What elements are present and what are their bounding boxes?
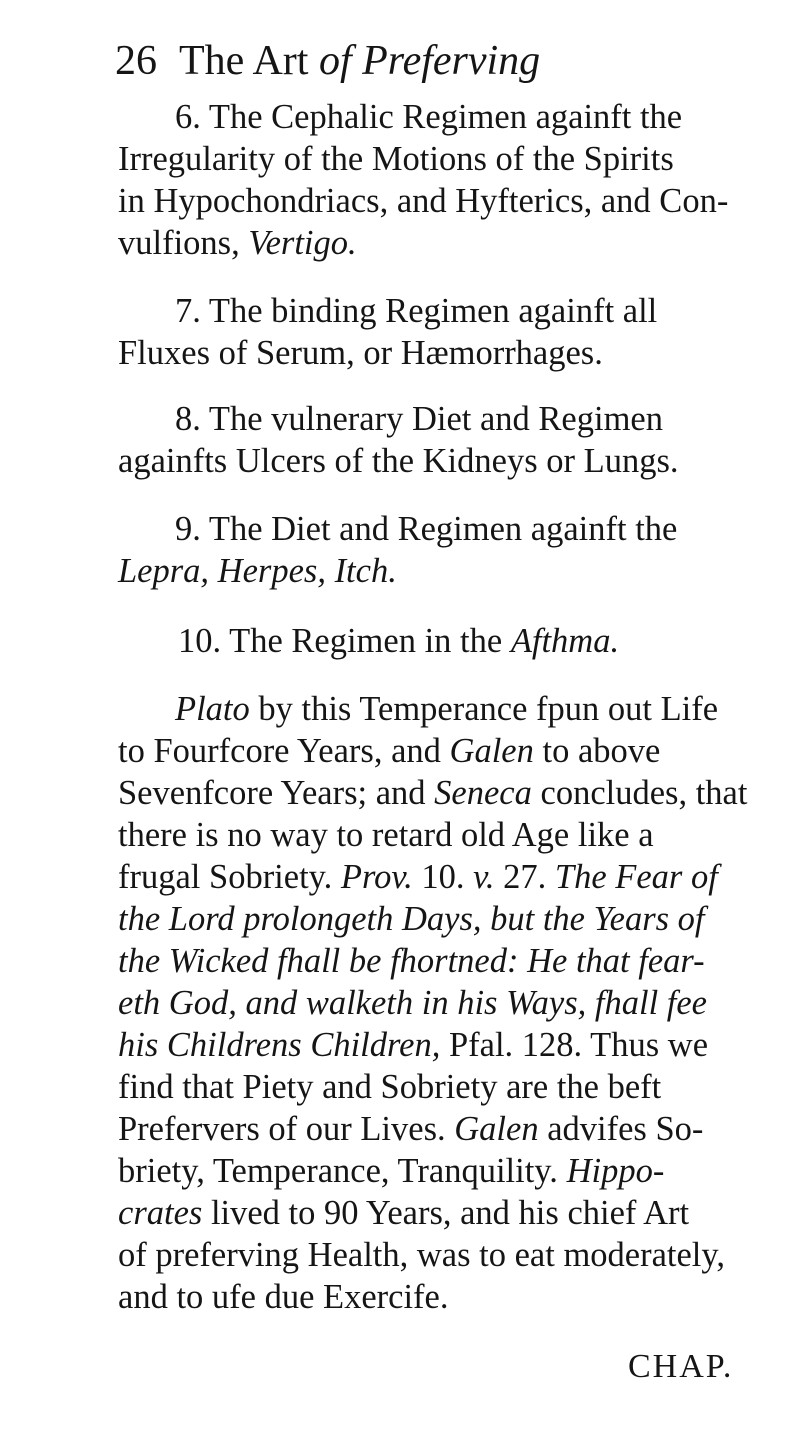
item-8-line-2: againfts Ulcers of the Kidneys or Lungs. — [118, 442, 679, 480]
paragraph-line-7: the Wicked fhall be fhortned: He that fear- — [118, 942, 705, 980]
running-header — [115, 36, 540, 86]
paragraph-line-1: Plato by this Temperance fpun out Life — [175, 690, 719, 728]
paragraph-line-10: find that Piety and Sobriety are the beft — [118, 1068, 662, 1106]
paragraph-line-5: frugal Sobriety. Prov. 10. v. 27. The Fear of — [118, 858, 718, 896]
item-9-line-2: Lepra, Herpes, Itch. — [118, 552, 397, 590]
item-6-line-2: Irregularity of the Motions of the Spirits — [118, 140, 674, 178]
paragraph-line-12: briety, Temperance, Tranquility. Hippo- — [118, 1152, 665, 1190]
paragraph-line-3: Sevenfcore Years; and Seneca concludes, that — [118, 774, 748, 812]
item-7-line-1: 7. The binding Regimen againft all — [175, 292, 658, 330]
paragraph-line-8: eth God, and walketh in his Ways, fhall fee — [118, 984, 707, 1022]
paragraph-line-14: of preferving Health, was to eat moderately, — [118, 1236, 726, 1274]
item-7-line-2: Fluxes of Serum, or Hæmorrhages. — [118, 334, 603, 372]
paragraph-line-11: Prefervers of our Lives. Galen advifes So- — [118, 1110, 704, 1148]
paragraph-line-2: to Fourfcore Years, and Galen to above — [118, 732, 661, 770]
paragraph-line-15: and to ufe due Exercife. — [118, 1278, 449, 1316]
item-6-line-3: in Hypochondriacs, and Hyfterics, and Con- — [118, 182, 729, 220]
page-number: 26 — [115, 38, 157, 84]
paragraph-line-13: crates lived to 90 Years, and his chief Art — [118, 1194, 690, 1232]
item-9-line-1: 9. The Diet and Regimen againft the — [175, 510, 678, 548]
item-6-line-4: vulfions, Vertigo. — [118, 224, 357, 262]
catchword: CHAP. — [628, 1348, 734, 1385]
paragraph-line-6: the Lord prolongeth Days, but the Years of — [118, 900, 705, 938]
item-6-line-1: 6. The Cephalic Regimen againft the — [175, 98, 683, 136]
running-title: The Art of Preferving — [179, 38, 541, 84]
paragraph-line-9: his Childrens Children, Pfal. 128. Thus we — [118, 1026, 709, 1064]
item-8-line-1: 8. The vulnerary Diet and Regimen — [175, 400, 663, 438]
item-10: 10. The Regimen in the Afthma. — [178, 622, 620, 660]
paragraph-line-4: there is no way to retard old Age like a — [118, 816, 654, 854]
